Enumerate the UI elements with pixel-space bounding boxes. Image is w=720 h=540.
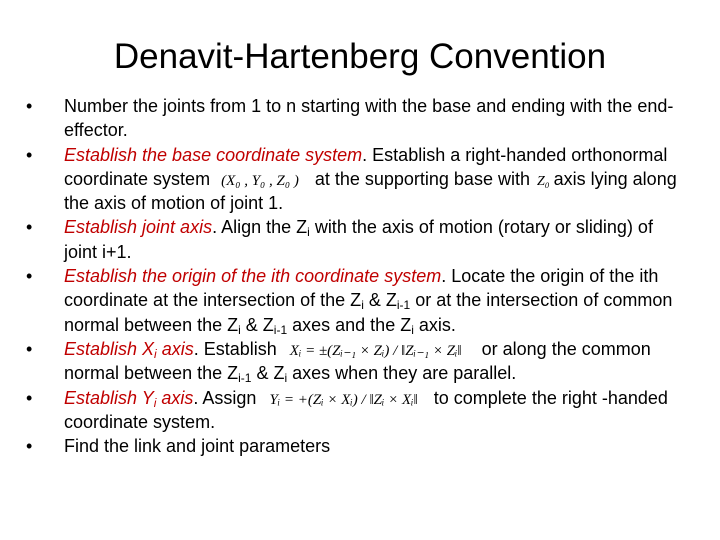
subscript: i-1 — [396, 298, 411, 313]
emphasis-text: axis — [156, 338, 194, 359]
y-axis-equation: Yᵢ = +(Zᵢ × Xᵢ) / ‖Zᵢ × Xᵢ‖ — [269, 391, 418, 408]
bullet-dot: • — [26, 436, 33, 457]
base-frame-equation: (X₀ , Y₀ , Z₀ ) — [221, 172, 299, 189]
subscript: i — [154, 346, 157, 361]
subscript: i — [284, 371, 288, 386]
bullet-number-joints — [26, 94, 686, 143]
bullet-text: Number the joints from 1 to n starting with the base and ending with the end-effector. — [64, 96, 674, 141]
subscript: i-1 — [238, 371, 252, 386]
bullet-text: at the supporting base with — [314, 168, 530, 189]
bullet-text: . Establish — [193, 338, 277, 359]
bullet-text: . Align the Z — [212, 217, 308, 238]
bullet-dot: • — [26, 96, 33, 116]
bullet-text: & Z — [240, 314, 274, 335]
bullet-dot: • — [26, 217, 33, 238]
bullet-text: axis lying along the axis of motion of joint 1. — [64, 168, 677, 214]
x-axis-equation: Xᵢ = ±(Zᵢ₋₁ × Zᵢ) / ‖Zᵢ₋₁ × Zᵢ‖ — [289, 342, 462, 359]
bullet-text: or at the intersection of common normal between the Z — [64, 290, 673, 335]
bullet-x-axis — [26, 337, 686, 386]
subscript: i — [307, 225, 310, 240]
bullet-text: to complete the right -handed coordinate system. — [64, 387, 668, 432]
subscript: i — [411, 322, 414, 337]
bullet-base-coordinate-system — [26, 143, 686, 216]
bullet-origin-ith-system — [26, 264, 686, 337]
emphasis-text: Establish X — [64, 338, 155, 359]
bullet-text: Find the link and joint parameters — [64, 436, 331, 457]
bullet-text: axis. — [413, 314, 456, 335]
bullet-text: with the axis of motion (rotary or sliding) of joint i+1. — [64, 217, 653, 262]
emphasis-text: axis — [156, 387, 194, 408]
subscript: i-1 — [273, 322, 288, 337]
bullet-dot: • — [26, 387, 33, 408]
bullet-dot: • — [26, 338, 33, 359]
bullet-text: & Z — [363, 290, 397, 311]
bullet-text: axes when they are parallel. — [287, 363, 517, 384]
emphasis-text: Establish Y — [64, 387, 154, 408]
subscript: i — [361, 298, 364, 313]
emphasis-text: Establish joint axis — [64, 217, 213, 238]
bullet-dot: • — [26, 266, 33, 287]
bullet-text: & Z — [251, 363, 285, 384]
subscript: i — [153, 395, 157, 410]
bullet-link-joint-parameters — [26, 434, 686, 458]
bullet-text: . Establish a right-handed orthonormal coordinate system — [64, 144, 668, 189]
bullet-text: axes and the Z — [287, 314, 412, 335]
bullet-joint-axis — [26, 215, 686, 264]
z0-symbol: Z₀ — [536, 173, 550, 189]
bullet-dot: • — [26, 144, 33, 165]
bullet-y-axis — [26, 386, 686, 435]
emphasis-text: Establish the origin of the ith coordinate system — [64, 266, 442, 287]
bullet-text: . Assign — [193, 387, 257, 408]
bullet-text: . Locate the origin of the ith coordinate at the intersection of the Z — [64, 266, 659, 311]
slide-title: Denavit-Hartenberg Convention — [113, 37, 607, 76]
bullet-list — [26, 94, 686, 458]
emphasis-text: Establish the base coordinate system — [64, 144, 363, 165]
bullet-text: or along the common normal between the Z — [64, 338, 651, 384]
subscript: i — [238, 322, 241, 337]
